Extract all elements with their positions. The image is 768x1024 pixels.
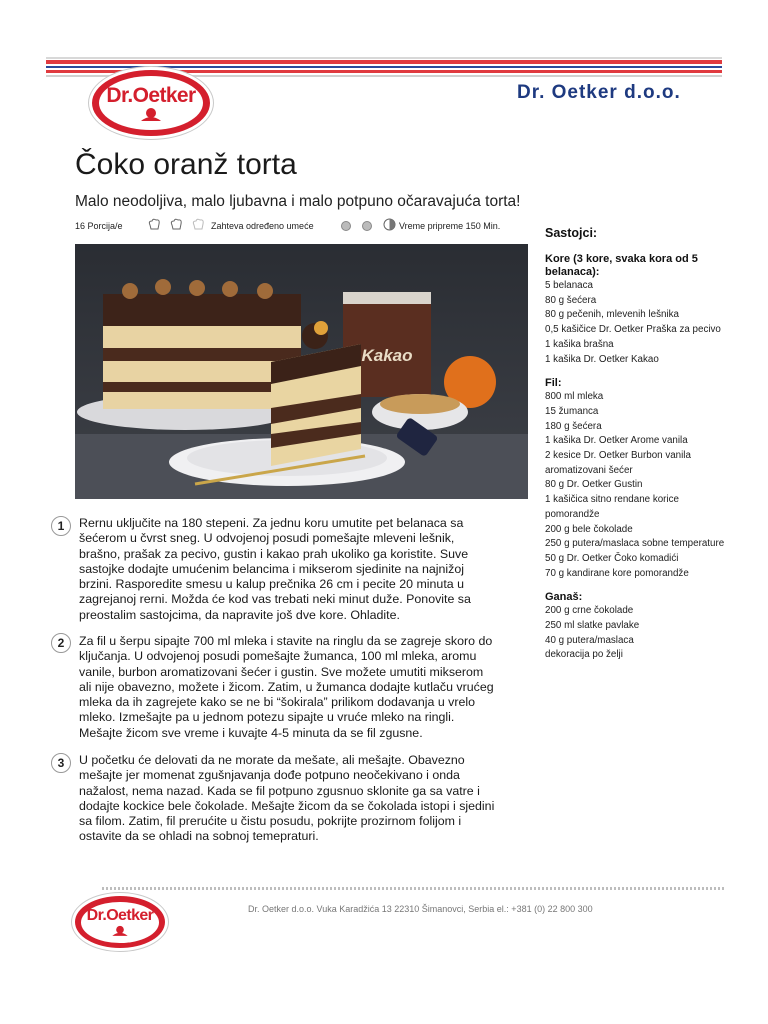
- chef-hat-icon-inactive: [192, 218, 205, 231]
- step-number: 1: [51, 516, 71, 536]
- ingredient-item: dekoracija po želji: [545, 649, 623, 661]
- cake-photo: [75, 244, 528, 499]
- time-dot-icon: [341, 221, 351, 231]
- ingredient-item: 0,5 kašičice Dr. Oetker Praška za pecivo: [545, 324, 721, 336]
- footer-divider: [102, 886, 724, 891]
- difficulty-text: Zahteva određeno umeće: [211, 221, 314, 231]
- chef-hat-icon: [148, 218, 161, 231]
- ingredient-item: 180 g šećera: [545, 420, 602, 432]
- chef-head-icon: [138, 107, 164, 121]
- recipe-title: Čoko oranž torta: [75, 148, 297, 181]
- ingredients-panel: [545, 226, 725, 663]
- ingredient-item: 15 žumanca: [545, 405, 599, 417]
- ingredient-item: 800 ml mleka: [545, 391, 604, 403]
- ingredient-item: 250 g putera/maslaca sobne temperature: [545, 538, 725, 550]
- recipe-subtitle: Malo neodoljiva, malo ljubavna i malo potpuno očaravajuća torta!: [75, 193, 521, 210]
- ingredient-item: 70 g kandirane kore pomorandže: [545, 567, 689, 579]
- ingredient-item: 1 kašika Dr. Oetker Kakao: [545, 353, 659, 365]
- ingredient-item: 5 belanaca: [545, 280, 593, 291]
- step-text: Za fil u šerpu sipajte 700 ml mleka i stavite na ringlu da se zagreje skoro do ključanja. U odvojenoj posudi pomešajte žumanca, 100 ml mleka, aromu vanile, burbon aromatizovani šećer i gustin. Sve možete umutiti mikserom ali nije obavezno, možete i žicom. Zatim, u žumanca dodajte kutlaču vrućeg mleka da ih zagrejete kako se ne bi “šokirala” prilikom dodavanja u vrelo mleko. Izmešajte pa u jednom potezu sipajte u vruće mleko na ringli. Mešajte žicom sve vreme i kuvajte 4-5 minuta da se fil zgusne.: [79, 634, 494, 740]
- ingredient-item: 250 ml slatke pavlake: [545, 620, 640, 632]
- ingredient-item: 200 g bele čokolade: [545, 523, 633, 535]
- step-text: U početku će delovati da ne morate da mešate, ali mešajte. Obavezno mešajte jer momenat zgušnjavanja dođe potpuno neočekivano i onda nažalost, nema nazad. Kada se fil potpuno zgusnuo sklonite ga sa vatre i dodajte kockice bele čokolade. Mešajte žicom da se čokolada istopi i sjedini sa filom. Zatim, fil prerućite u čistu posudu, pokrijte prozirnom folijom i ostavite da se ohladi na sobnoj temepraturi.: [79, 753, 495, 844]
- ingredient-item: 2 kesice Dr. Oetker Burbon vanila aromatizovani šećer: [545, 450, 691, 476]
- clock-icon: [383, 218, 396, 231]
- ingredient-item: 40 g putera/maslaca: [545, 634, 634, 646]
- step-number: 2: [51, 633, 71, 653]
- ingredient-group-title: Ganaš:: [545, 591, 583, 604]
- ingredient-item: 80 g šećera: [545, 294, 597, 306]
- company-name: Dr. Oetker d.o.o.: [517, 82, 681, 103]
- ingredient-item: 200 g crne čokolade: [545, 605, 634, 617]
- ingredient-item: 80 g Dr. Oetker Gustin: [545, 479, 643, 491]
- ingredient-item: 50 g Dr. Oetker Čoko komadići: [545, 552, 679, 564]
- footer-address: Dr. Oetker d.o.o. Vuka Karadžića 13 22310 Šimanovci, Serbia el.: +381 (0) 22 800 300: [248, 904, 593, 914]
- step-number: 3: [51, 753, 71, 773]
- servings-text: 16 Porcija/e: [75, 221, 123, 231]
- footer-brand-logo-text: Dr.Oetker: [86, 907, 154, 924]
- chef-hat-icon: [170, 218, 183, 231]
- ingredient-group-title: Kore (3 kore, svaka kora od 5 belanaca):: [545, 253, 698, 278]
- chef-head-icon: [110, 925, 130, 936]
- ingredient-item: 1 kašičica sitno rendane korice pomorandže: [545, 494, 679, 520]
- brand-logo: [89, 67, 213, 139]
- step-text: Rernu uključite na 180 stepeni. Za jednu koru umutite pet belanaca sa šećerom u čvrst sneg. U odvojenoj posudi pomešajte mleveni lešnik, brašno, prašak za pecivo, gustin i kakao prah ukoliko ga koristite. Suve sastojke dodajte umućenim belancima i mikserom sjedinite na najnižoj brzini. Rasporedite smesu u kalup prečnika 26 cm i pecite 20 minuta u zagrejanoj rerni. Možda će kod vas trebati neki minut duže. Ponovite sa preostalim sastojcima, da napravite još dve kore. Ohladite.: [79, 516, 471, 622]
- kakao-box-label: Kakao: [361, 346, 413, 365]
- time-dot-icon: [362, 221, 372, 231]
- ingredients-heading: Sastojci:: [545, 226, 598, 240]
- ingredient-item: 1 kašika brašna: [545, 338, 614, 350]
- ingredient-group-title: Fil:: [545, 377, 562, 390]
- brand-logo-text: Dr.Oetker: [106, 84, 196, 107]
- footer-brand-logo: [72, 893, 168, 951]
- ingredient-item: 1 kašika Dr. Oetker Arome vanila: [545, 435, 688, 447]
- ingredient-item: 80 g pečenih, mlevenih lešnika: [545, 309, 679, 321]
- time-text: Vreme pripreme 150 Min.: [399, 221, 501, 231]
